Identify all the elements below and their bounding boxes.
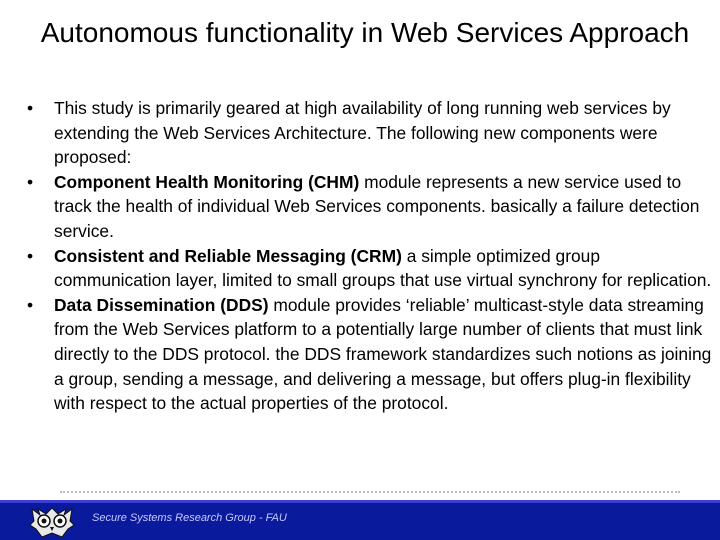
bullet-icon: • [27, 171, 34, 192]
owl-logo-icon [28, 505, 76, 539]
bullet-text: module represents a new service used to track the health of individual Web Services components. basically a failure detection service. [54, 171, 700, 241]
footer-bar [0, 500, 720, 540]
overflow-text-edge [0, 489, 720, 495]
bullet-text: module provides ‘reliable’ multicast-style data streaming from the Web Services platform to a potentially large number of clients that must link directly to the DDS protocol. the DDS framework standardizes such notions as joining a group, sending a message, and delivering a message, but offers plug-in flexibility with respect to the actual properties of the protocol. [54, 294, 712, 414]
bullet-item [22, 244, 712, 293]
bullet-bold-term: Data Dissemination (DDS) [54, 294, 269, 315]
bullet-text: This study is primarily geared at high availability of long running web services by extending the Web Services Architecture. The following new components were proposed: [54, 98, 671, 168]
bullet-icon: • [27, 245, 34, 266]
bullet-item [22, 170, 712, 244]
footer-text: Secure Systems Research Group - FAU [92, 512, 287, 524]
slide-title: Autonomous functionality in Web Services Approach [40, 17, 690, 48]
bullet-icon: • [27, 294, 34, 315]
bullet-bold-term: Consistent and Reliable Messaging (CRM) [54, 245, 402, 266]
bullet-text: a simple optimized group communication layer, limited to small groups that use virtual synchrony for replication. [54, 245, 712, 291]
bullet-icon: • [27, 98, 34, 118]
bullet-item [22, 293, 712, 416]
bullet-bold-term: Component Health Monitoring (CHM) [54, 171, 360, 192]
bullet-list [22, 96, 712, 416]
bullet-item [22, 96, 712, 170]
